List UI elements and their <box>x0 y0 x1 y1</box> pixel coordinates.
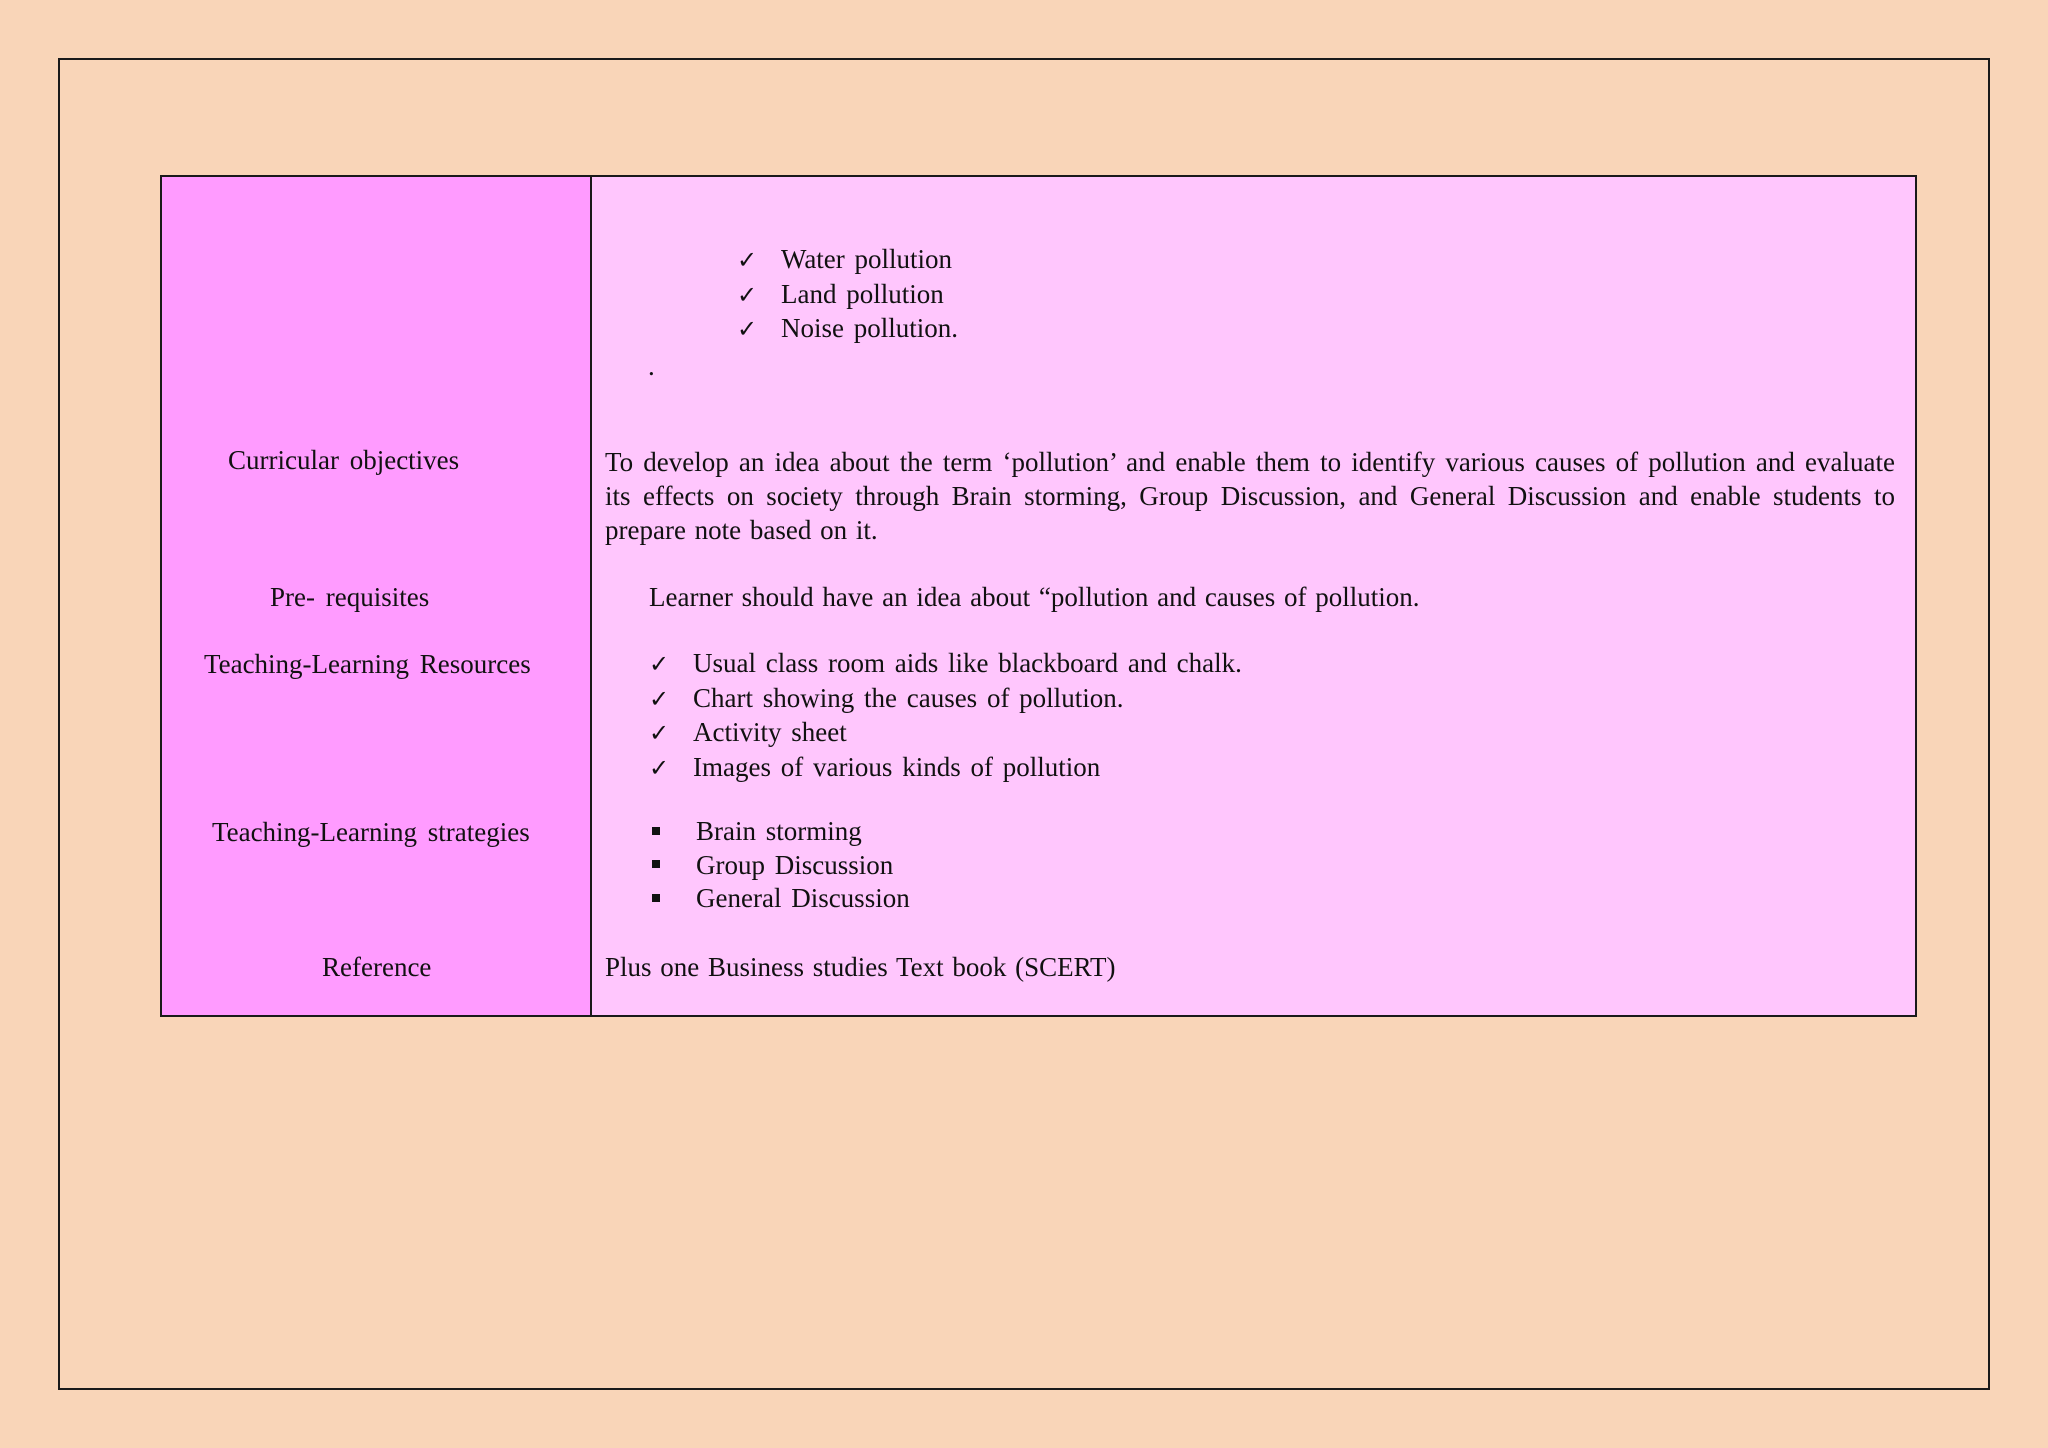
list-item: General Discussion <box>652 882 910 916</box>
square-bullet-icon <box>652 860 660 868</box>
stray-dot: . <box>648 351 655 381</box>
checkmark-icon: ✓ <box>737 315 758 343</box>
square-bullet-icon <box>652 894 660 902</box>
label-teaching-learning-resources: Teaching-Learning Resources <box>204 649 531 679</box>
resources-list <box>649 647 1242 785</box>
list-item: ✓ Water pollution <box>737 243 958 278</box>
label-curricular-objectives: Curricular objectives <box>228 445 460 475</box>
list-item: ✓ Usual class room aids like blackboard and chalk. <box>649 647 1242 682</box>
strategies-list <box>652 815 910 916</box>
list-item: Group Discussion <box>652 849 910 883</box>
content-column <box>592 177 1915 1015</box>
list-item: ✓ Chart showing the causes of pollution. <box>649 682 1242 717</box>
list-item: ✓ Land pollution <box>737 278 958 313</box>
label-reference: Reference <box>322 952 432 982</box>
square-bullet-icon <box>652 827 660 835</box>
label-pre-requisites: Pre- requisites <box>270 582 430 612</box>
pollution-types-list <box>737 243 958 347</box>
list-item: Brain storming <box>652 815 910 849</box>
label-column <box>162 177 592 1015</box>
checkmark-icon: ✓ <box>649 650 670 678</box>
checkmark-icon: ✓ <box>737 246 758 274</box>
checkmark-icon: ✓ <box>649 719 670 747</box>
pre-requisites-text: Learner should have an idea about “pollution and causes of pollution. <box>649 582 1420 612</box>
checkmark-icon: ✓ <box>649 684 670 713</box>
lesson-plan-table <box>160 175 1917 1017</box>
list-item: ✓ Noise pollution. <box>737 312 958 347</box>
label-teaching-learning-strategies: Teaching-Learning strategies <box>212 817 530 847</box>
list-item: ✓ Activity sheet <box>649 716 1242 751</box>
checkmark-icon: ✓ <box>649 753 670 782</box>
list-item: ✓ Images of various kinds of pollution <box>649 751 1242 786</box>
curricular-objectives-text: To develop an idea about the term ‘pollution’ and enable them to identify various causes of pollution and evaluate its effects on society through Brain storming, Group Discussion, and General Discussion and enable students to prepare note based on it. <box>605 447 1895 545</box>
reference-text: Plus one Business studies Text book (SCERT) <box>605 952 1116 982</box>
checkmark-icon: ✓ <box>737 280 758 309</box>
